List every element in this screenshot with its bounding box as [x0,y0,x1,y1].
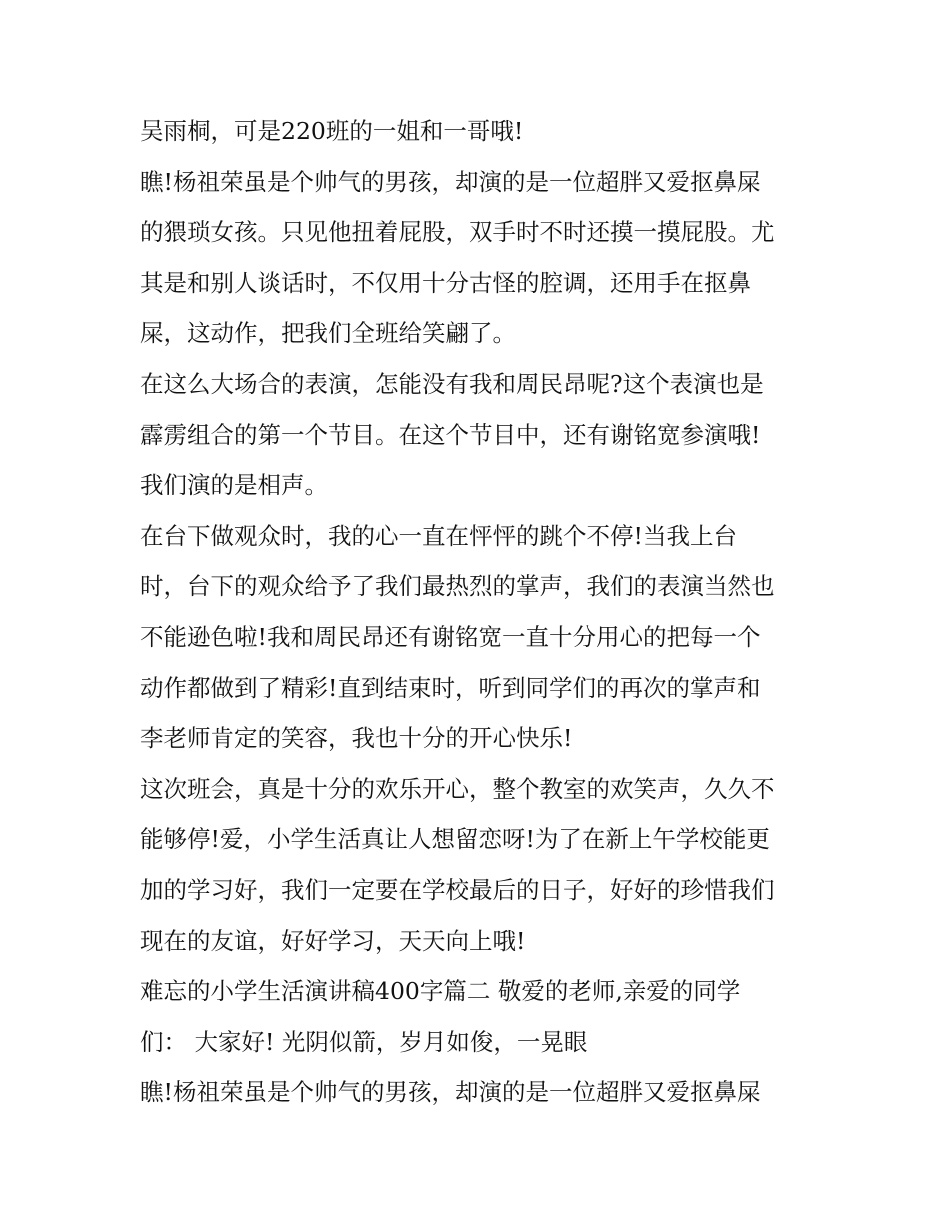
text-line: 瞧!杨祖荣虽是个帅气的男孩，却演的是一位超胖又爱抠鼻屎 [140,167,761,196]
text-line: 我们演的是相声。 [140,471,328,500]
text-line: 李老师肯定的笑容，我也十分的开心快乐! [140,724,573,753]
text-line: 屎，这动作，把我们全班给笑翩了。 [140,319,516,348]
text-line: 不能逊色啦!我和周民昂还有谢铭宽一直十分用心的把每一个 [140,622,761,651]
text-line: 这次班会，真是十分的欢乐开心，整个教室的欢笑声，久久不 [140,774,775,803]
text-line: 在台下做观众时，我的心一直在怦怦的跳个不停!当我上台 [140,521,737,550]
text-line: 们： 大家好! 光阴似箭，岁月如俊，一晃眼 [140,1027,588,1056]
text-line: 动作都做到了精彩!直到结束时，听到同学们的再次的掌声和 [140,673,761,702]
text-line: 瞧!杨祖荣虽是个帅气的男孩，却演的是一位超胖又爱抠鼻屎 [140,1078,761,1107]
text-line: 的猥琐女孩。只见他扭着屁股，双手时不时还摸一摸屁股。尤 [140,218,775,247]
text-line: 吴雨桐，可是220班的一姐和一哥哦! [140,117,524,145]
text-line: 霹雳组合的第一个节目。在这个节目中，还有谢铭宽参演哦! [140,420,761,449]
text-line: 难忘的小学生活演讲稿400字篇二 敬爱的老师,亲爱的同学 [140,977,741,1006]
document-body [140,106,820,1118]
text-line: 其是和别人谈话时，不仅用十分古怪的腔调，还用手在抠鼻 [140,268,751,297]
text-line: 加的学习好，我们一定要在学校最后的日子，好好的珍惜我们 [140,875,775,904]
text-line: 在这么大场合的表演，怎能没有我和周民昂呢?这个表演也是 [140,369,764,398]
text-line: 时，台下的观众给予了我们最热烈的掌声，我们的表演当然也 [140,572,775,601]
text-line: 现在的友谊，好好学习，天天向上哦! [140,926,526,955]
text-line: 能够停!爱，小学生活真让人想留恋呀!为了在新上午学校能更 [140,825,770,854]
